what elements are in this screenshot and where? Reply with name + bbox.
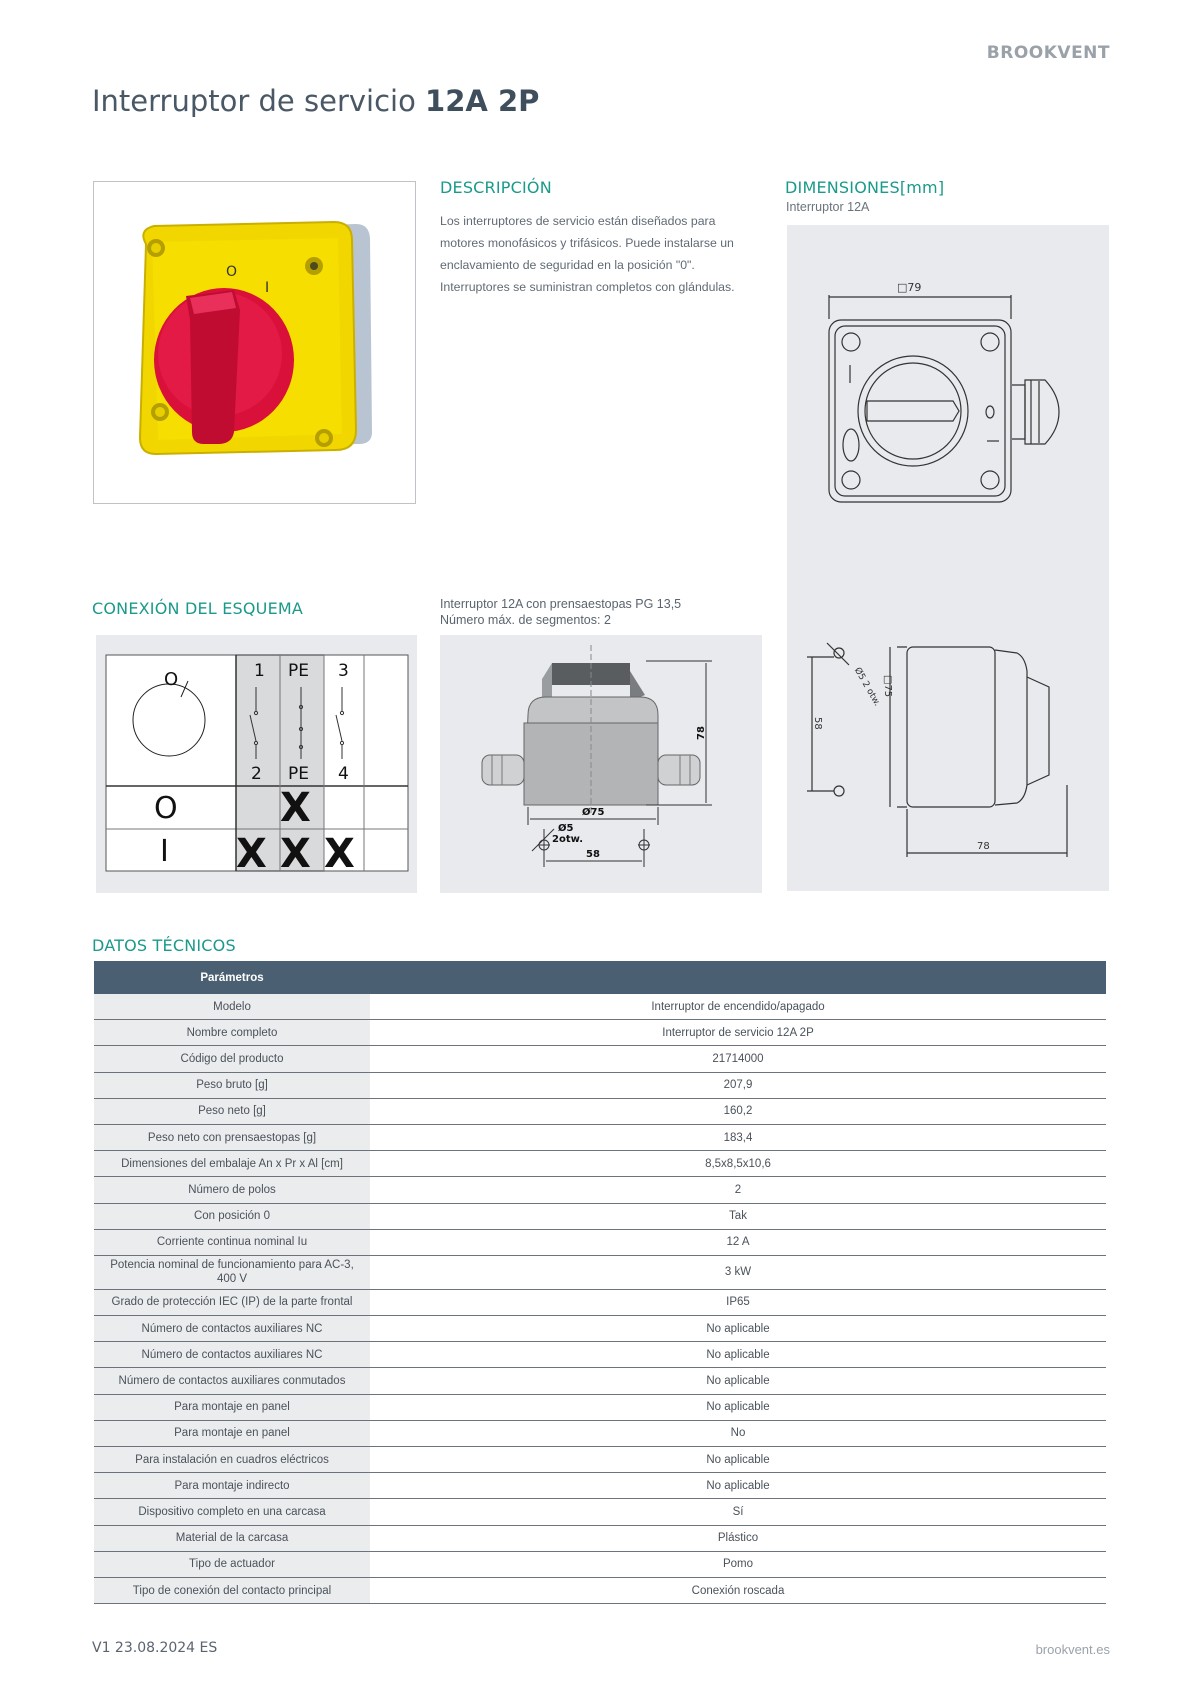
schema-col-top-1: 1: [254, 661, 265, 681]
table-row: [94, 1420, 1106, 1446]
param-value: IP65: [370, 1289, 1106, 1315]
param-value: Conexión roscada: [370, 1577, 1106, 1603]
param-name: Número de contactos auxiliares NC: [94, 1342, 370, 1368]
table-row: [94, 1124, 1106, 1150]
table-row: [94, 1473, 1106, 1499]
table-row: [94, 1177, 1106, 1203]
title-model: 12A 2P: [425, 84, 540, 118]
dim2-spacing: 58: [586, 849, 600, 860]
param-name: Corriente continua nominal Iu: [94, 1229, 370, 1255]
footer-website: brookvent.es: [1035, 1642, 1110, 1657]
param-name: Tipo de conexión del contacto principal: [94, 1577, 370, 1603]
table-row: [94, 1342, 1106, 1368]
param-value: Plástico: [370, 1525, 1106, 1551]
table-row: [94, 1020, 1106, 1046]
schema-col-top-2: PE: [288, 661, 309, 681]
table-row: [94, 1447, 1106, 1473]
housing-drawing-panel: [440, 635, 762, 893]
param-value: 3 kW: [370, 1255, 1106, 1289]
dim-holes: Ø5 2 otw.: [851, 666, 882, 709]
footer-version: V1 23.08.2024 ES: [92, 1640, 218, 1656]
param-value: Interruptor de encendido/apagado: [370, 994, 1106, 1020]
table-row: [94, 1551, 1106, 1577]
param-name: Potencia nominal de funcionamiento para AC-3, 400 V: [94, 1255, 370, 1289]
param-name: Para montaje en panel: [94, 1394, 370, 1420]
param-name: Con posición 0: [94, 1203, 370, 1229]
param-value: 21714000: [370, 1046, 1106, 1072]
dim-hole-spacing: 58: [812, 717, 823, 730]
param-value: Interruptor de servicio 12A 2P: [370, 1020, 1106, 1046]
param-value: No aplicable: [370, 1368, 1106, 1394]
param-name: Número de contactos auxiliares conmutados: [94, 1368, 370, 1394]
dim-front-width: □79: [897, 281, 922, 294]
param-name: Dispositivo completo en una carcasa: [94, 1499, 370, 1525]
param-name: Grado de protección IEC (IP) de la parte frontal: [94, 1289, 370, 1315]
dimensions-subtitle: Interruptor 12A: [786, 200, 870, 214]
description-text: Los interruptores de servicio están diseñados para motores monofásicos y trifásicos. Puede instalarse un enclavamiento de seguridad en la posición "0". Interruptores se suministran completos con glándulas.: [440, 214, 735, 294]
param-name: Tipo de actuador: [94, 1551, 370, 1577]
param-value: 12 A: [370, 1229, 1106, 1255]
param-name: Peso bruto [g]: [94, 1072, 370, 1098]
schema-heading: CONEXIÓN DEL ESQUEMA: [92, 599, 304, 618]
dim2-holes-count: 2otw.: [552, 834, 584, 845]
schema-dial-label: O: [164, 669, 179, 690]
table-row: [94, 1577, 1106, 1603]
table-row: [94, 1229, 1106, 1255]
tech-table-header-row: [94, 961, 1106, 994]
param-value: No aplicable: [370, 1394, 1106, 1420]
dim-side-height: □75: [882, 675, 893, 698]
drawing2-caption-2: Número máx. de segmentos: 2: [440, 613, 611, 627]
tech-header-parameters: Parámetros: [94, 961, 370, 994]
table-row: [94, 1316, 1106, 1342]
param-value: No aplicable: [370, 1447, 1106, 1473]
schema-mark-i-pe: X: [280, 831, 311, 877]
tech-table: [94, 961, 1106, 1604]
param-value: Tak: [370, 1203, 1106, 1229]
schema-mark-o-pe: X: [280, 785, 311, 831]
table-row: [94, 1499, 1106, 1525]
dim2-width: Ø75: [582, 807, 605, 818]
param-value: No aplicable: [370, 1342, 1106, 1368]
param-name: Número de contactos auxiliares NC: [94, 1316, 370, 1342]
table-row: [94, 1203, 1106, 1229]
table-row: [94, 1525, 1106, 1551]
table-row: [94, 1072, 1106, 1098]
table-row: [94, 1046, 1106, 1072]
dim2-height: 78: [696, 726, 707, 740]
table-row: [94, 1255, 1106, 1289]
page-title: [92, 84, 539, 118]
schema-row-label-1: I: [160, 834, 169, 869]
description-heading: DESCRIPCIÓN: [440, 178, 552, 197]
dimensions-drawing-panel: [787, 225, 1109, 891]
schema-mark-i-1: X: [236, 831, 267, 877]
schema-mark-i-3: X: [324, 831, 355, 877]
schema-row-label-0: O: [154, 791, 178, 826]
table-row: [94, 994, 1106, 1020]
dim-side-depth: 78: [977, 841, 990, 852]
param-value: Sí: [370, 1499, 1106, 1525]
param-name: Material de la carcasa: [94, 1525, 370, 1551]
param-name: Para montaje indirecto: [94, 1473, 370, 1499]
svg-text:O: O: [226, 264, 238, 280]
param-value: No aplicable: [370, 1316, 1106, 1342]
param-value: 160,2: [370, 1098, 1106, 1124]
tech-heading: DATOS TÉCNICOS: [92, 936, 236, 955]
schema-col-bottom-2: PE: [288, 764, 309, 784]
param-value: 8,5x8,5x10,6: [370, 1151, 1106, 1177]
param-name: Modelo: [94, 994, 370, 1020]
tech-table-wrap: [94, 961, 1106, 1604]
param-name: Para instalación en cuadros eléctricos: [94, 1447, 370, 1473]
title-prefix: Interruptor de servicio: [92, 84, 426, 118]
drawing2-caption-1: Interruptor 12A con prensaestopas PG 13,5: [440, 597, 682, 611]
param-value: 183,4: [370, 1124, 1106, 1150]
param-value: Pomo: [370, 1551, 1106, 1577]
param-name: Peso neto [g]: [94, 1098, 370, 1124]
schema-col-bottom-1: 2: [251, 764, 262, 784]
param-value: No aplicable: [370, 1473, 1106, 1499]
dim2-holes: Ø5: [558, 823, 574, 834]
param-value: No: [370, 1420, 1106, 1446]
param-name: Peso neto con prensaestopas [g]: [94, 1124, 370, 1150]
param-name: Para montaje en panel: [94, 1420, 370, 1446]
table-row: [94, 1151, 1106, 1177]
param-value: 2: [370, 1177, 1106, 1203]
param-value: 207,9: [370, 1072, 1106, 1098]
brand-logo: BROOKVENT: [986, 43, 1110, 63]
product-photo: [93, 181, 416, 504]
svg-text:I: I: [265, 280, 270, 296]
tech-header-value: [370, 961, 1106, 994]
table-row: [94, 1394, 1106, 1420]
schema-col-bottom-3: 4: [338, 764, 349, 784]
param-name: Código del producto: [94, 1046, 370, 1072]
table-row: [94, 1098, 1106, 1124]
dimensions-heading: DIMENSIONES[mm]: [785, 178, 945, 197]
table-row: [94, 1289, 1106, 1315]
param-name: Nombre completo: [94, 1020, 370, 1046]
param-name: Número de polos: [94, 1177, 370, 1203]
param-name: Dimensiones del embalaje An x Pr x Al [cm]: [94, 1151, 370, 1177]
schema-panel: [96, 635, 417, 893]
schema-col-top-3: 3: [338, 661, 349, 681]
table-row: [94, 1368, 1106, 1394]
